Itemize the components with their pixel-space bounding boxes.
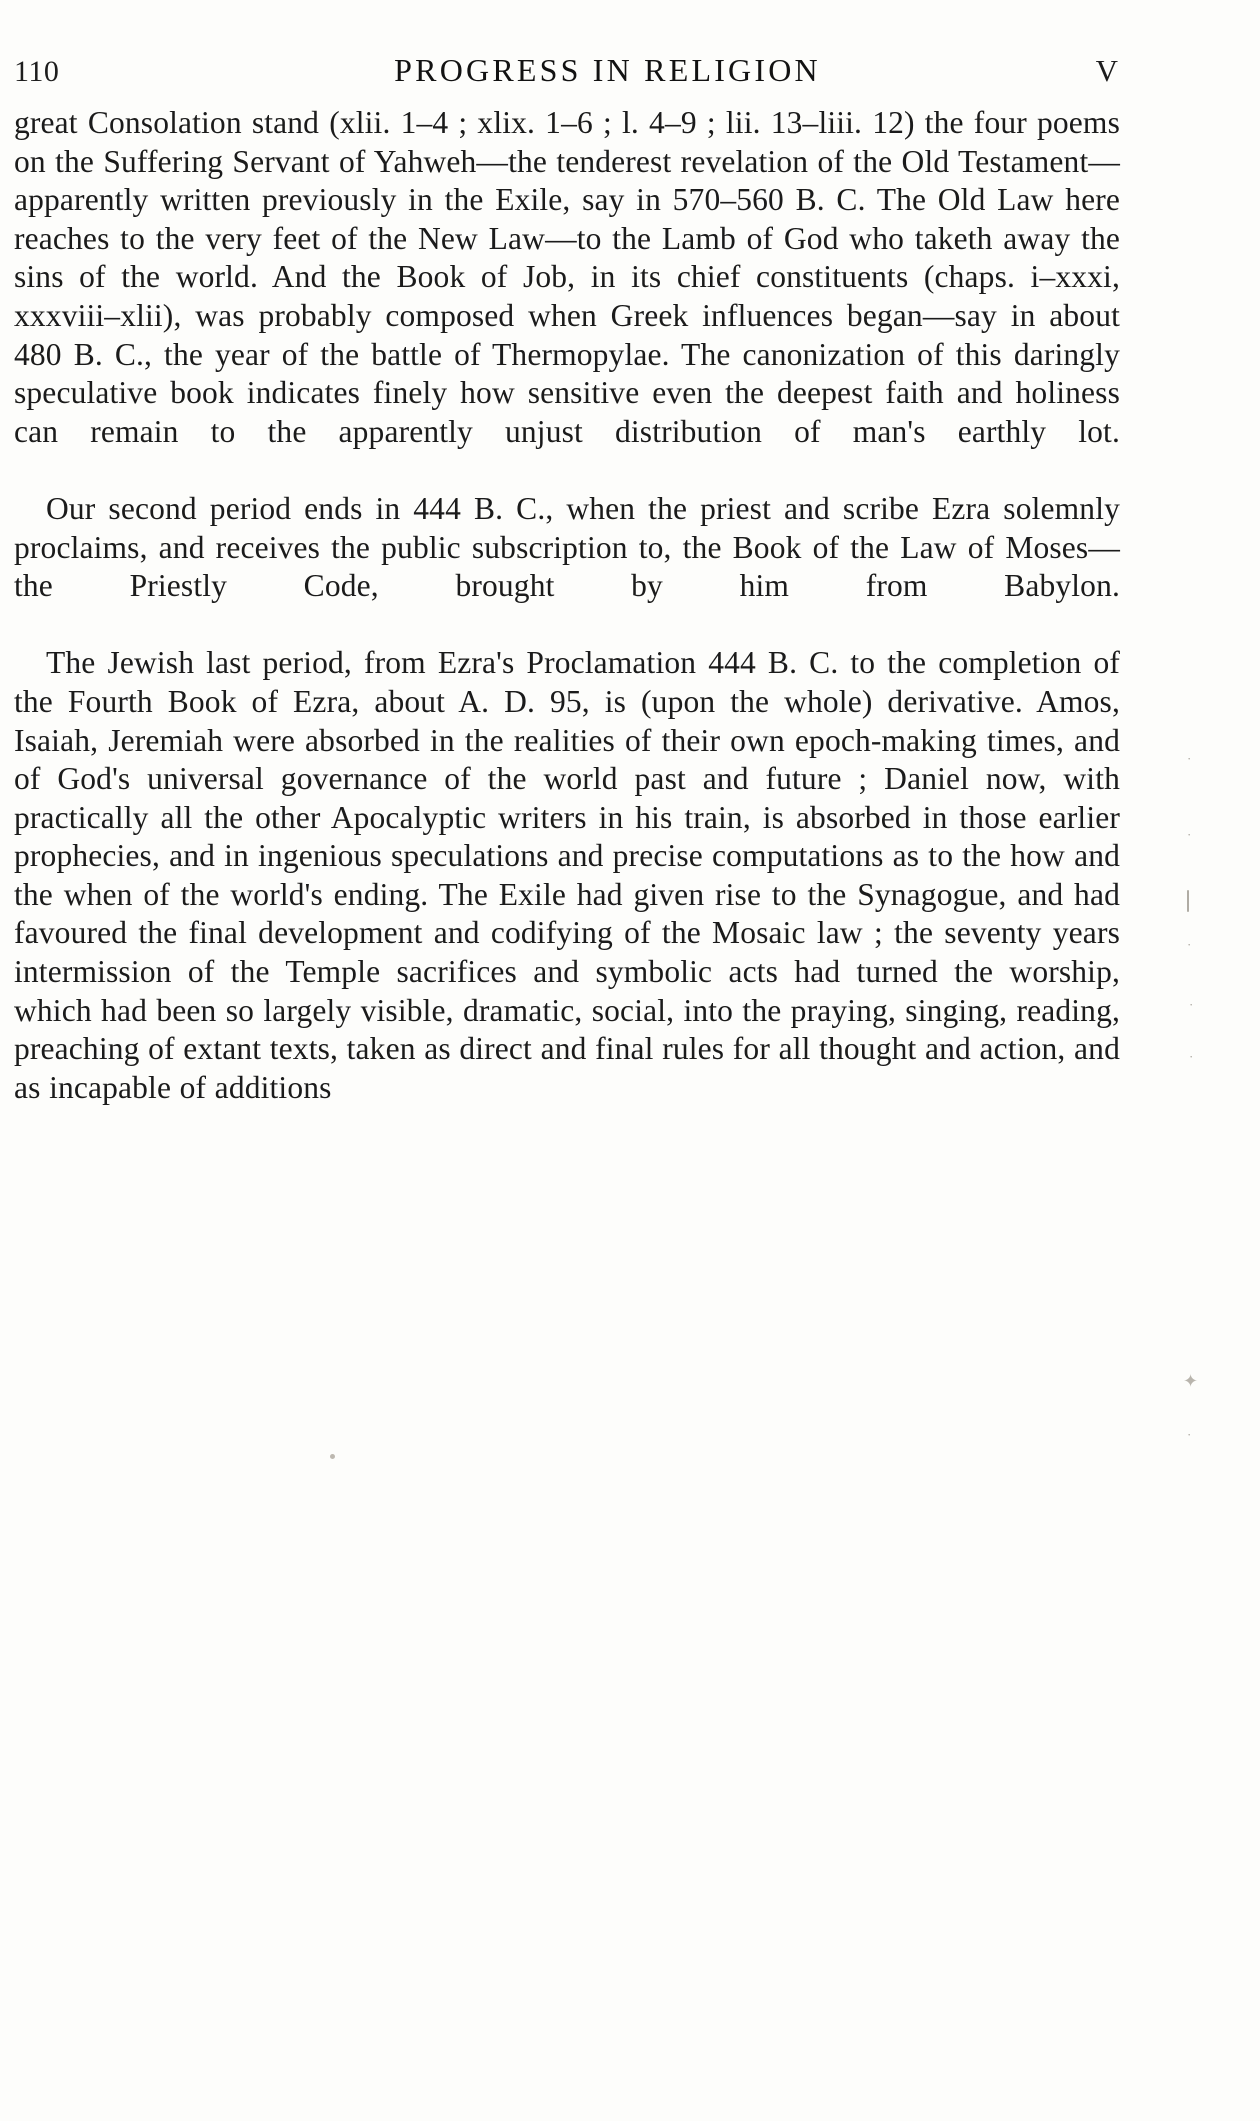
scan-speck: · (1187, 751, 1192, 766)
page-folio-number: 110 (14, 55, 60, 88)
body-text (14, 104, 1120, 1107)
paragraph-3: The Jewish last period, from Ezra's Proclamation 444 B. C. to the completion of the Fourth Book of Ezra, about A. D. 95, is (upon the whole) derivative. Amos, Isaiah, Jeremiah were absorbed in the realities of their own epoch-making times, and of God's universal governance of the world past and future ; Daniel now, with practically all the other Apocalyptic writers in his train, is absorbed in those earlier prophecies, and in ingenious speculations and precise computations as to the how and the when of the world's ending. The Exile had given rise to the Synagogue, and had favoured the final development and codifying of the Mosaic law ; the seventy years intermission of the Temple sacrifices and symbolic acts had turned the worship, which had been so largely visible, dramatic, social, into the praying, singing, reading, preaching of extant texts, taken as direct and final rules for all thought and action, and as incapable of additions (14, 645, 1120, 1105)
scan-speck: · (1187, 827, 1192, 842)
scan-speck: · (1189, 997, 1194, 1012)
chapter-number: V (1095, 53, 1119, 88)
scan-mark (1187, 890, 1189, 912)
scan-speck: · (1187, 1427, 1192, 1442)
scan-speck: · (1187, 937, 1192, 952)
margin-scan-artifacts (1155, 0, 1235, 2121)
scan-speck: · (1189, 1049, 1194, 1064)
paragraph-1: great Consolation stand (xlii. 1–4 ; xlix. 1–6 ; l. 4–9 ; lii. 13–liii. 12) the four poems on the Suffering Servant of Yahweh—the tenderest revelation of the Old Testament—apparently written previously in the Exile, say in 570–560 B. C. The Old Law here reaches to the very feet of the New Law—to the Lamb of God who taketh away the sins of the world. And the Book of Job, in its chief constituents (chaps. i–xxxi, xxxviii–xlii), was probably composed when Greek influences began—say in about 480 B. C., the year of the battle of Thermopylae. The canonization of this daringly speculative book indicates finely how sensitive even the deepest faith and holiness can remain to the apparently unjust distribution of man's earthly lot. (14, 105, 1120, 449)
running-title: PROGRESS IN RELIGION (394, 52, 821, 88)
paragraph-2: Our second period ends in 444 B. C., when the priest and scribe Ezra solemnly proclaims, and receives the public subscription to, the Book of the Law of Moses—the Priestly Code, brought by him from Babylon. (14, 490, 1120, 604)
scan-mark: ✦ (1183, 1371, 1199, 1391)
running-head (14, 52, 1119, 89)
scan-speck (330, 1454, 335, 1459)
